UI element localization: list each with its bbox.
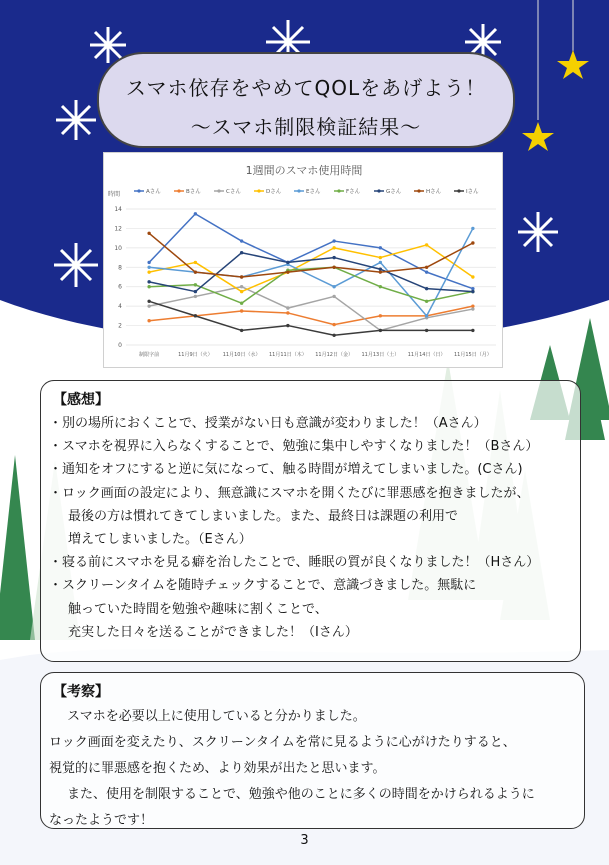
y-tick-label: 10 — [114, 244, 122, 252]
legend-marker — [377, 189, 380, 192]
data-point — [332, 323, 335, 326]
data-point — [240, 302, 243, 305]
page-subtitle: ～スマホ制限検証結果～ — [190, 115, 422, 139]
series-line — [149, 306, 473, 324]
impression-line: 充実した日々を送ることができました！（Iさん） — [68, 624, 358, 640]
data-point — [471, 290, 474, 293]
data-point — [240, 275, 243, 278]
data-point — [194, 270, 197, 273]
data-point — [147, 280, 150, 283]
data-point — [425, 287, 428, 290]
discussion-line: スマホを必要以上に使用していると分かりました。 — [67, 709, 366, 724]
data-point — [332, 295, 335, 298]
legend-label: Iさん — [466, 189, 479, 195]
data-point — [332, 256, 335, 259]
data-point — [194, 261, 197, 264]
chart-title: 1週間のスマホ使用時間 — [245, 164, 363, 177]
data-point — [379, 246, 382, 249]
data-point — [471, 227, 474, 230]
data-point — [147, 304, 150, 307]
data-point — [471, 287, 474, 290]
data-point — [471, 275, 474, 278]
data-point — [194, 314, 197, 317]
y-tick-label: 6 — [118, 283, 122, 291]
legend-marker — [217, 189, 220, 192]
data-point — [332, 266, 335, 269]
data-point — [425, 270, 428, 273]
impression-line: ・別の場所におくことで、授業がない日も意識が変わりました！（Aさん） — [49, 416, 487, 431]
data-point — [471, 307, 474, 310]
y-tick-label: 14 — [114, 206, 122, 213]
data-point — [425, 266, 428, 269]
series-line — [149, 214, 473, 289]
data-point — [379, 314, 382, 317]
legend-marker — [457, 189, 460, 192]
y-axis-label: 時間 — [108, 191, 121, 198]
x-tick-label: 制限字前 — [139, 352, 160, 358]
legend-label: Hさん — [426, 189, 442, 195]
x-tick-label: 11月12日（金） — [315, 352, 353, 358]
data-point — [240, 329, 243, 332]
impression-line: 触っていた時間を勉強や趣味に割くことで、 — [68, 601, 328, 617]
data-point — [286, 306, 289, 309]
x-tick-label: 11月10日（水） — [222, 352, 261, 358]
data-point — [240, 251, 243, 254]
x-tick-label: 11月11日（木） — [269, 352, 307, 358]
data-point — [194, 212, 197, 215]
y-tick-label: 2 — [118, 322, 122, 330]
legend-marker — [177, 189, 180, 192]
data-point — [194, 290, 197, 293]
data-point — [425, 243, 428, 246]
legend-marker — [137, 189, 140, 192]
legend-label: Bさん — [186, 189, 201, 195]
discussion-line: 視覚的に罪悪感を抱くため、より効果が出たと思います。 — [49, 761, 386, 776]
data-point — [425, 314, 428, 317]
data-point — [240, 290, 243, 293]
data-point — [194, 295, 197, 298]
discussion-line: ロック画面を変えたり、スクリーンタイムを常に見るように心がけたりすると、 — [49, 735, 516, 750]
data-point — [147, 232, 150, 235]
data-point — [147, 266, 150, 269]
impression-line: ・スマホを視界に入らなくすることで、勉強に集中しやすくなりました！（Bさん） — [49, 439, 539, 455]
data-point — [332, 334, 335, 337]
title-banner — [97, 52, 515, 148]
discussion-panel — [40, 672, 585, 829]
impressions-panel — [40, 380, 581, 662]
series-line — [149, 287, 473, 331]
data-point — [240, 309, 243, 312]
data-point — [147, 285, 150, 288]
legend-label: Dさん — [266, 189, 282, 195]
data-point — [379, 329, 382, 332]
data-point — [332, 246, 335, 249]
discussion-line: なったようです！ — [49, 813, 154, 828]
discussion-line: また、使用を制限することで、勉強や他のことに多くの時間をかけられるように — [67, 787, 535, 802]
x-tick-label: 11月9日（火） — [178, 352, 213, 358]
y-tick-label: 0 — [118, 342, 122, 349]
legend-label: Eさん — [306, 189, 321, 195]
line-chart — [104, 153, 504, 369]
data-point — [379, 270, 382, 273]
y-tick-label: 12 — [114, 225, 122, 233]
legend-label: Fさん — [346, 189, 361, 195]
data-point — [147, 270, 150, 273]
y-tick-label: 4 — [118, 303, 122, 311]
impression-line: ・ロック画面の設定により、無意識にスマホを開くたびに罪悪感を抱きましたが、 — [49, 485, 530, 501]
data-point — [194, 283, 197, 286]
data-point — [286, 324, 289, 327]
data-point — [147, 261, 150, 264]
impression-line: ・スクリーンタイムを随時チェックすることで、意識づきました。無駄に — [49, 578, 477, 594]
data-point — [286, 261, 289, 264]
legend-label: Gさん — [386, 189, 402, 195]
data-point — [379, 268, 382, 271]
data-point — [379, 261, 382, 264]
impression-line: ・通知をオフにすると逆に気になって、触る時間が増えてしまいました。(Cさん) — [49, 462, 523, 478]
legend-label: Aさん — [146, 189, 161, 195]
data-point — [147, 319, 150, 322]
data-point — [332, 285, 335, 288]
legend-marker — [297, 189, 300, 192]
y-tick-label: 8 — [118, 264, 122, 272]
legend-marker — [337, 189, 340, 192]
data-point — [147, 300, 150, 303]
data-point — [379, 256, 382, 259]
data-point — [471, 329, 474, 332]
page-title: スマホ依存をやめてQOLをあげよう！ — [125, 76, 487, 100]
data-point — [240, 239, 243, 242]
usage-chart — [103, 152, 503, 368]
data-point — [379, 285, 382, 288]
data-point — [286, 270, 289, 273]
data-point — [240, 285, 243, 288]
impression-line: ・寝る前にスマホを見る癖を治したことで、睡眠の質が良くなりました！（Hさん） — [49, 555, 540, 571]
discussion-heading: 【考察】 — [53, 684, 109, 700]
data-point — [471, 241, 474, 244]
page-number: 3 — [300, 833, 309, 848]
impressions-heading: 【感想】 — [53, 392, 109, 408]
data-point — [425, 300, 428, 303]
data-point — [471, 304, 474, 307]
data-point — [332, 239, 335, 242]
x-tick-label: 11月13日（土） — [361, 352, 400, 358]
x-tick-label: 11月14日（日） — [407, 352, 446, 358]
data-point — [286, 311, 289, 314]
legend-marker — [417, 189, 420, 192]
legend-marker — [257, 189, 260, 192]
data-point — [425, 329, 428, 332]
impression-line: 最後の方は慣れてきてしまいました。また、最終日は課題の利用で — [68, 508, 459, 524]
x-tick-label: 11月15日（月） — [454, 352, 492, 358]
legend-label: Cさん — [226, 189, 241, 195]
impression-line: 増えてしまいました。（Eさん） — [68, 532, 252, 548]
